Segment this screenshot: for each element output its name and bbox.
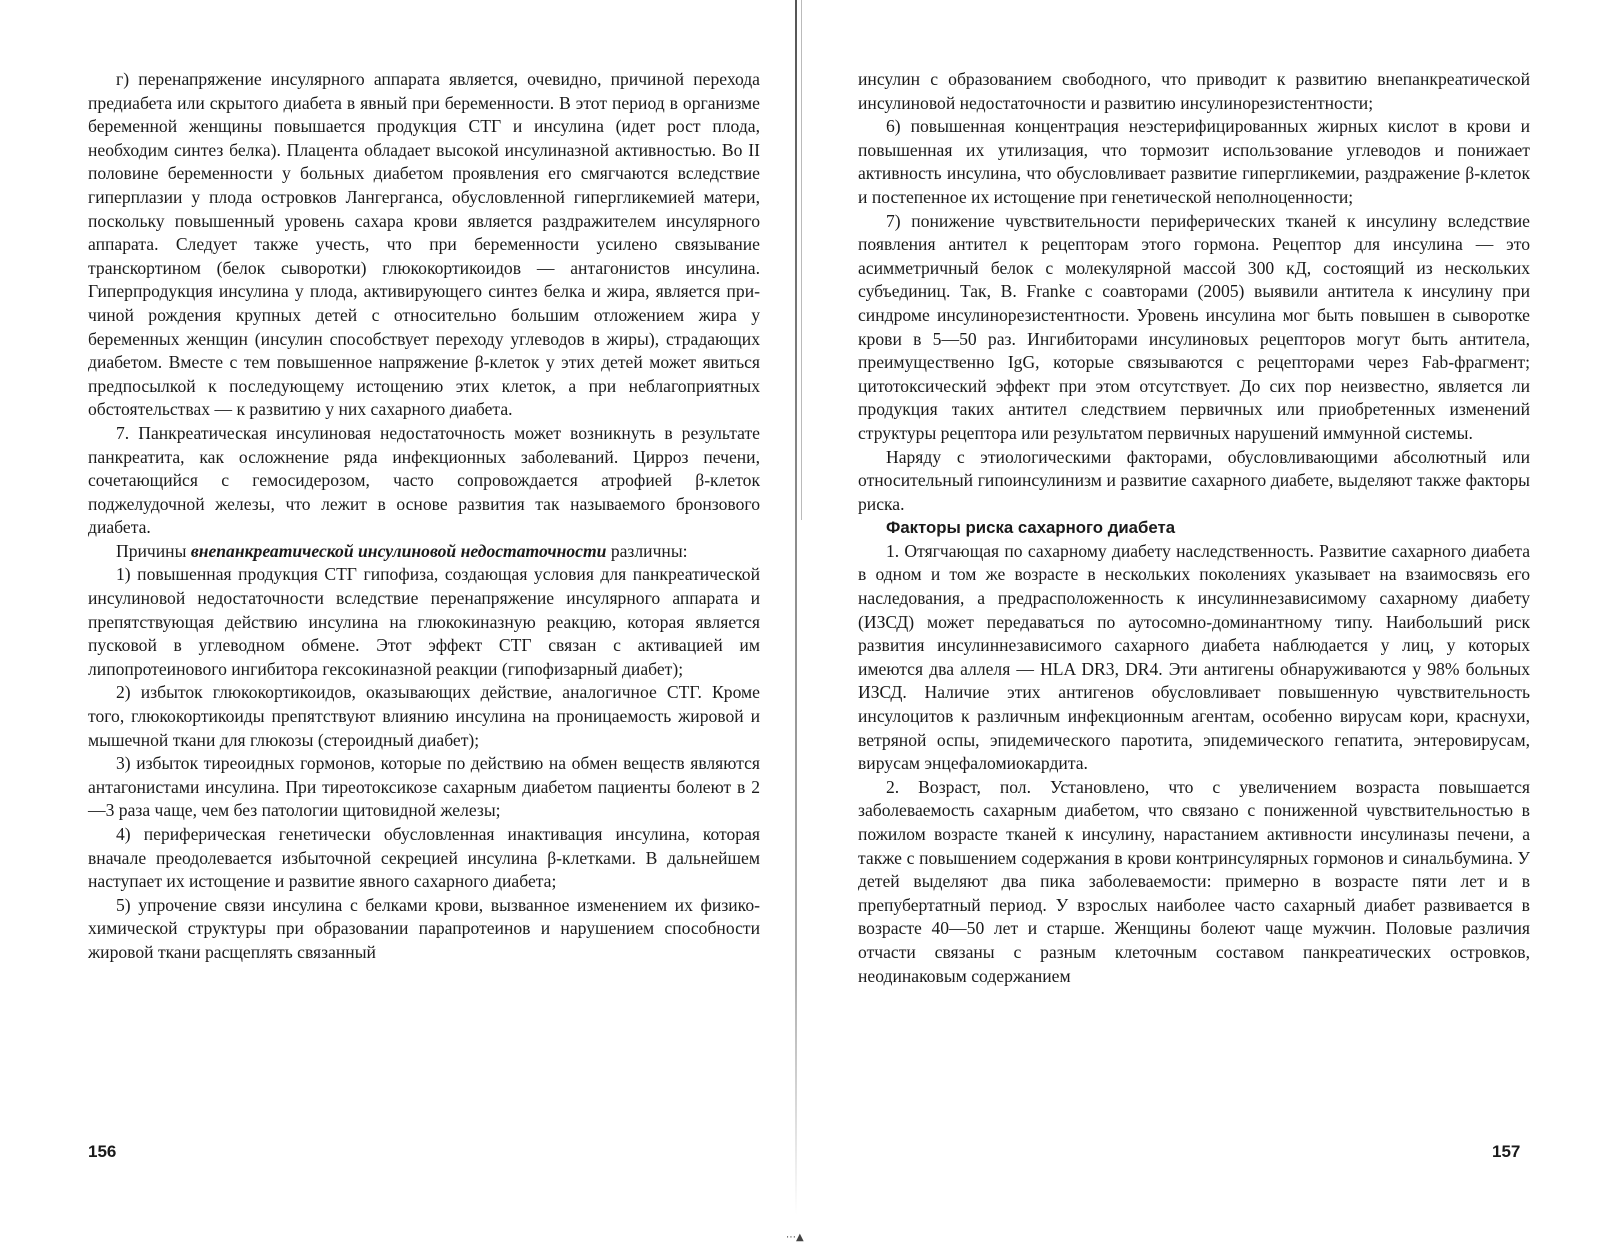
section-heading: Факторы риска сахарного диабета bbox=[886, 518, 1176, 538]
book-gutter bbox=[795, 0, 797, 1215]
paragraph: 1. Отягчающая по сахарному диабету наследственность. Развитие сахарного диабета в одном и том же возрасте в нескольких поколениях указывает на взаимосвязь его наследования, а предрасположенность к инсулиннезависимому сахарному диабету (ИЗСД) может передаваться по аутосомно-доминантному типу. Наибольший риск развития инсулиннезависимого сахарного диабета наблюдается у лиц, у которых имеются два аллеля — HLA DR3, DR4. Эти антигены обнаруживаются у 98% больных ИЗСД. Наличие этих антигенов обусловливает повышенную чувствительность инсулоцитов к различным инфекционным агентам, особенно вирусам кори, краснухи, ветряной оспы, эпидемического паротита, эпидемического гепатита, энтеровирусам, вирусам энцефаломиокардита. bbox=[858, 540, 1530, 774]
paragraph: 7. Панкреатическая инсулиновая недостаточность может возникнуть в результате панкреатита, как осложнение ряда инфекционных заболеваний. Цирроз печени, сочетающийся с гемосидерозом, часто сопровождается атрофией β-клеток поджелудочной железы, что лежит в основе развития так называемого бронзового диабета. bbox=[88, 422, 760, 538]
emphasized-term: внепанкреатической инсулиновой недостаточности bbox=[190, 540, 607, 561]
book-gutter-shadow bbox=[801, 0, 802, 520]
paragraph: инсулин с образованием свободного, что приводит к развитию внепанкреатической инсулиновой недостаточности и развитию инсулинорезистентности; bbox=[858, 69, 1530, 113]
paragraph: 5) упрочение связи инсулина с белками крови, вызванное изменением их физико-химической структуры при образовании парапротеинов и нарушением способности жировой ткани расщеплять связанный bbox=[88, 894, 760, 962]
paragraph: 4) периферическая генетически обусловленная инактивация инсулина, которая вначале преодолевается избыточной секрецией инсулина β-клетками. В дальнейшем наступает их истощение и развитие явного сахарного диабета; bbox=[88, 824, 760, 892]
page-number-right: 157 bbox=[1492, 1142, 1521, 1161]
paragraph: 2) избыток глюкокортикоидов, оказывающих действие, аналогичное СТГ. Кроме того, глюкокортикоиды препятствуют влиянию инсулина на проницаемость жировой и мышечной ткани для глюкозы (стероидный диабет); bbox=[88, 682, 760, 750]
paragraph: 1) повышенная продукция СТГ гипофиза, создающая условия для панкреатической инсулиновой недостаточности вследствие перенапряжение инсулярного аппарата и препятствующая действию инсулина на глюкокиназную реакцию, которая является пусковой в углеводном обмене. Этот эффект СТГ связан с активацией им липопротеинового ингибитора гексокиназной реакции (гипофизарный диабет); bbox=[88, 564, 760, 679]
left-page bbox=[88, 68, 760, 965]
paragraph: 6) повышенная концентрация неэстерифицированных жирных кислот в крови и повышенная их утилизация, что тормозит использование углеводов и понижает активность инсулина, что обусловливает развитие гипергликемии, раздражение β-клеток и постепенное их истощение при генетической неполноценности; bbox=[858, 116, 1530, 207]
scan-artifact-icon: ⋯▲ bbox=[786, 1232, 804, 1243]
paragraph: г) перенапряжение инсулярного аппарата является, очевидно, причиной перехода предиабета или скрытого диабета в явный при беременности. В этот период в организме беременной женщины повышается продукция СТГ и инсулина (идет рост плода, необходим синтез белка). Плацента обладает высокой инсулиназной активностью. Во II половине беременности у больных диабетом проявления его смягчаются вследствие гиперплазии у плода островков Лангерганса, обусловленной гипергликемией матери, поскольку повышенный уровень сахара крови является раздражителем инсулярного аппарата. Следует также учесть, что при беременности усилено связывание транскортином (белок сыворотки) глюкокортикоидов — антагонистов инсулина. Гиперпродукция инсулина у плода, активирующего синтез белка и жира, является причиной рождения крупных детей с относительно большим отложением жира у беременных женщин (инсулин способствует переходу углеводов в жиры), страдающих диабетом. Вместе с тем повышенное напряжение β-клеток у этих детей может явиться предпосылкой к последующему истощению этих клеток, а при неблагоприятных обстоятельствах — к развитию у них сахарного диабета. bbox=[88, 69, 760, 420]
right-page bbox=[858, 68, 1530, 988]
paragraph bbox=[88, 540, 760, 564]
paragraph: 7) понижение чувствительности периферических тканей к инсулину вследствие появления антител к рецепторам этого гормона. Рецептор для инсулина — это асимметричный белок с молекулярной массой 300 кД, состоящий из нескольких субъединиц. Так, B. Franke с соавторами (2005) выявили антитела к инсулину при синдроме инсулинорезистентности. Уровень инсулина мог быть повышен в сыворотке крови в 5—50 раз. Ингибиторами инсулиновых рецепторов могут быть антитела, преимущественно IgG, которые связываются с рецепторами через Fab-фрагмент; цитотоксический эффект при этом отсутствует. До сих пор неизвестно, является ли продукция таких антител следствием первичных или приобретенных изменений структуры рецептора или результатом первичных нарушений иммунной системы. bbox=[858, 210, 1530, 443]
paragraph-text: различны: bbox=[606, 540, 688, 561]
paragraph: Наряду с этиологическими факторами, обусловливающими абсолютный или относительный гипоинсулинизм и развитие сахарного диабете, выделяют также факторы риска. bbox=[858, 446, 1530, 514]
paragraph: 3) избыток тиреоидных гормонов, которые по действию на обмен веществ являются антагонистами инсулина. При тиреотоксикозе сахарным диабетом пациенты болеют в 2—3 раза чаще, чем без патологии щитовидной железы; bbox=[88, 753, 760, 821]
paragraph-text: Причины bbox=[116, 540, 191, 561]
paragraph: 2. Возраст, пол. Установлено, что с увеличением возраста повышается заболеваемость сахарным диабетом, что связано с пониженной чувствительностью в пожилом возрасте тканей к инсулину, нарастанием активности инсулиназы печени, а также с повышением содержания в крови контринсулярных гормонов и синальбумина. У детей выделяют два пика заболеваемости: примерно в возрасте пяти лет и в препубертатный период. У взрослых наиболее часто сахарный диабет развивается в возрасте 40—50 лет и старше. Женщины болеют чаще мужчин. Половые различия отчасти связаны с разным клеточным составом панкреатических островков, неодинаковым содержанием bbox=[858, 776, 1530, 986]
page-number-left: 156 bbox=[88, 1142, 117, 1161]
